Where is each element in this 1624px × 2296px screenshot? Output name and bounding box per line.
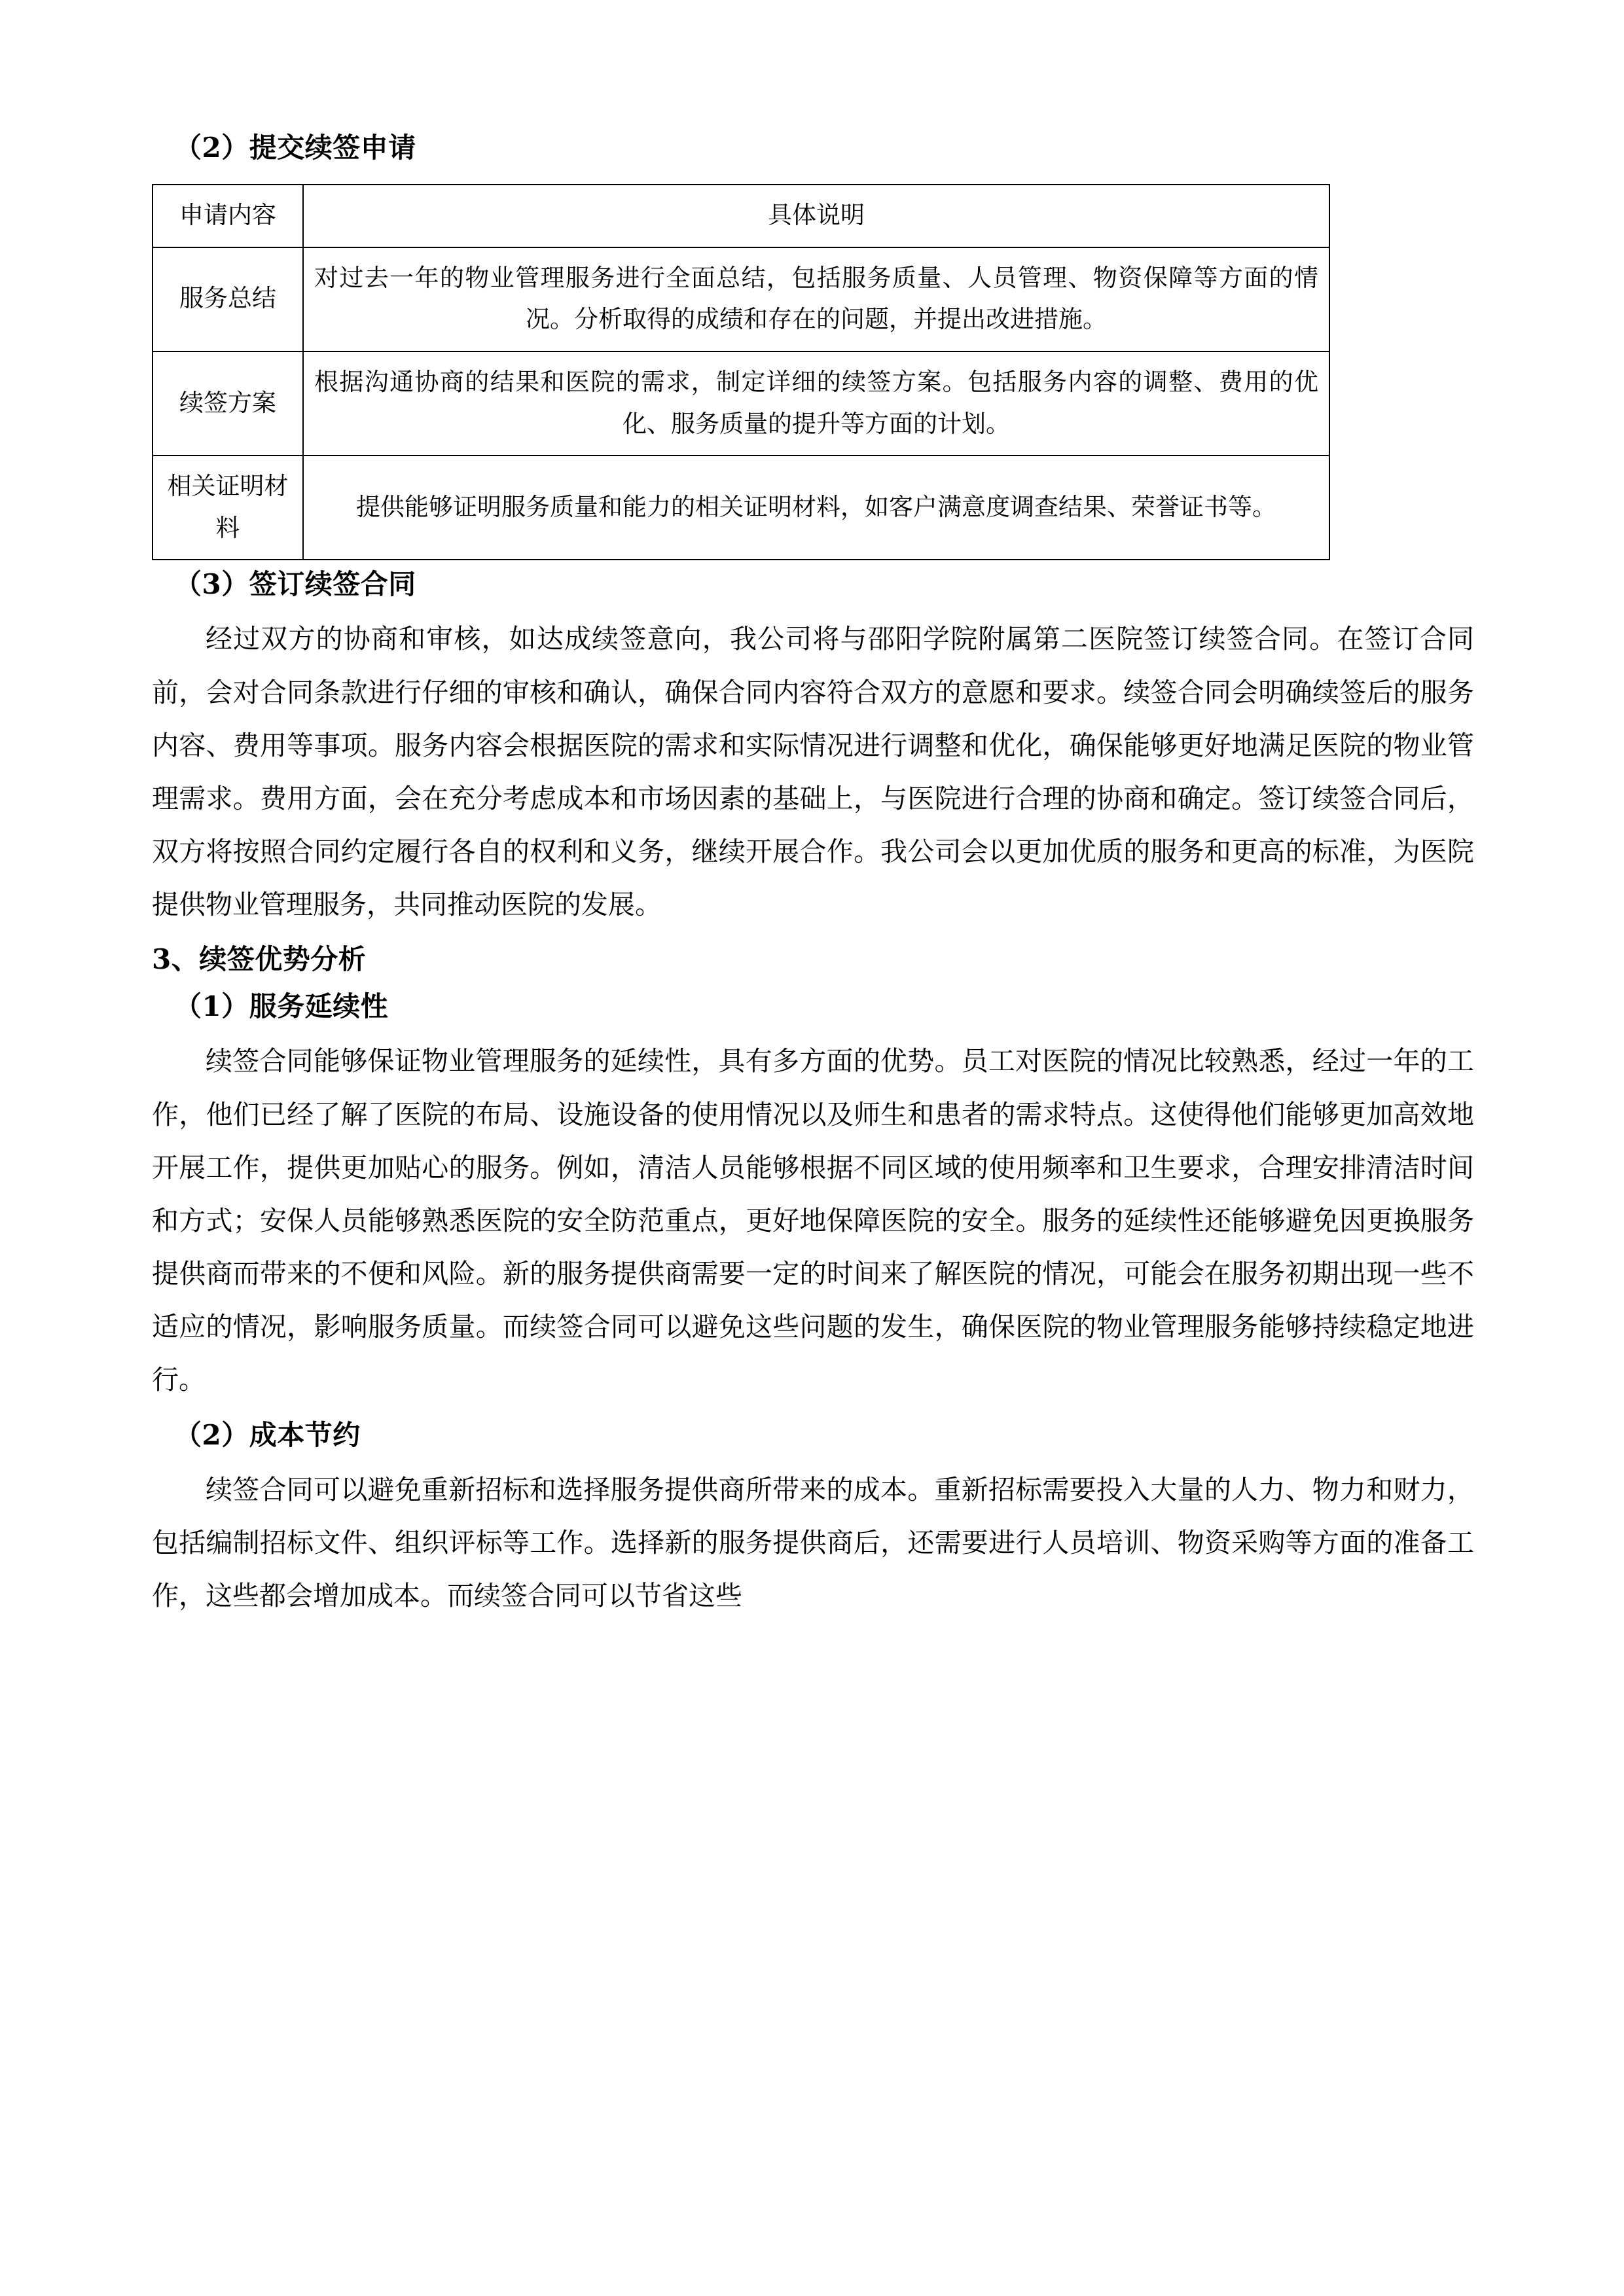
- heading-sign-renewal-contract: （3）签订续签合同: [174, 568, 416, 601]
- table-cell-label: 续签方案: [153, 351, 303, 456]
- table-row: [153, 247, 1329, 351]
- spacer: [152, 598, 1474, 613]
- table-cell-description: 提供能够证明服务质量和能力的相关证明材料，如客户满意度调查结果、荣誉证书等。: [303, 456, 1329, 560]
- table-cell-label: 相关证明材料: [153, 456, 303, 560]
- table-header-application-content: 申请内容: [153, 185, 303, 247]
- table-header-specific-description: 具体说明: [303, 185, 1329, 247]
- heading-submit-renewal-application: （2）提交续签申请: [174, 132, 416, 164]
- table-cell-description: 对过去一年的物业管理服务进行全面总结，包括服务质量、人员管理、物资保障等方面的情况。分析取得的成绩和存在的问题，并提出改进措施。: [303, 247, 1329, 351]
- table-row: [153, 351, 1329, 456]
- table-header-row: [153, 185, 1329, 247]
- table-cell-description: 根据沟通协商的结果和医院的需求，制定详细的续签方案。包括服务内容的调整、费用的优化、服务质量的提升等方面的计划。: [303, 351, 1329, 456]
- heading-cost-saving: （2）成本节约: [174, 1418, 361, 1451]
- table-cell-label: 服务总结: [153, 247, 303, 351]
- heading-service-continuity: （1）服务延续性: [174, 990, 389, 1023]
- spacer: [152, 1449, 1474, 1463]
- document-body: [152, 134, 1474, 1623]
- application-table: [152, 184, 1330, 560]
- paragraph-sign-renewal-contract: 经过双方的协商和审核，如达成续签意向，我公司将与邵阳学院附属第二医院签订续签合同。在签订合同前，会对合同条款进行仔细的审核和确认，确保合同内容符合双方的意愿和要求。续签合同会明确续签后的服务内容、费用等事项。服务内容会根据医院的需求和实际情况进行调整和优化，确保能够更好地满足医院的物业管理需求。费用方面，会在充分考虑成本和市场因素的基础上，与医院进行合理的协商和确定。签订续签合同后，双方将按照合同约定履行各自的权利和义务，继续开展合作。我公司会以更加优质的服务和更高的标准，为医院提供物业管理服务，共同推动医院的发展。: [152, 623, 1474, 921]
- application-table-wrapper: [152, 184, 1474, 560]
- paragraph-cost-saving: 续签合同可以避免重新招标和选择服务提供商所带来的成本。重新招标需要投入大量的人力、物力和财力，包括编制招标文件、组织评标等工作。选择新的服务提供商后，还需要进行人员培训、物资采购等方面的准备工作，这些都会增加成本。而续签合同可以节省这些: [152, 1473, 1474, 1611]
- spacer: [152, 1020, 1474, 1035]
- table-row: [153, 456, 1329, 560]
- heading-renewal-advantage-analysis: 3、续签优势分析: [152, 943, 367, 976]
- paragraph-service-continuity: 续签合同能够保证物业管理服务的延续性，具有多方面的优势。员工对医院的情况比较熟悉，经过一年的工作，他们已经了解了医院的布局、设施设备的使用情况以及师生和患者的需求特点。这使得他们能够更加高效地开展工作，提供更加贴心的服务。例如，清洁人员能够根据不同区域的使用频率和卫生要求，合理安排清洁时间和方式；安保人员能够熟悉医院的安全防范重点，更好地保障医院的安全。服务的延续性还能够避免因更换服务提供商而带来的不便和风险。新的服务提供商需要一定的时间来了解医院的情况，可能会在服务初期出现一些不适应的情况，影响服务质量。而续签合同可以避免这些问题的发生，确保医院的物业管理服务能够持续稳定地进行。: [152, 1045, 1474, 1396]
